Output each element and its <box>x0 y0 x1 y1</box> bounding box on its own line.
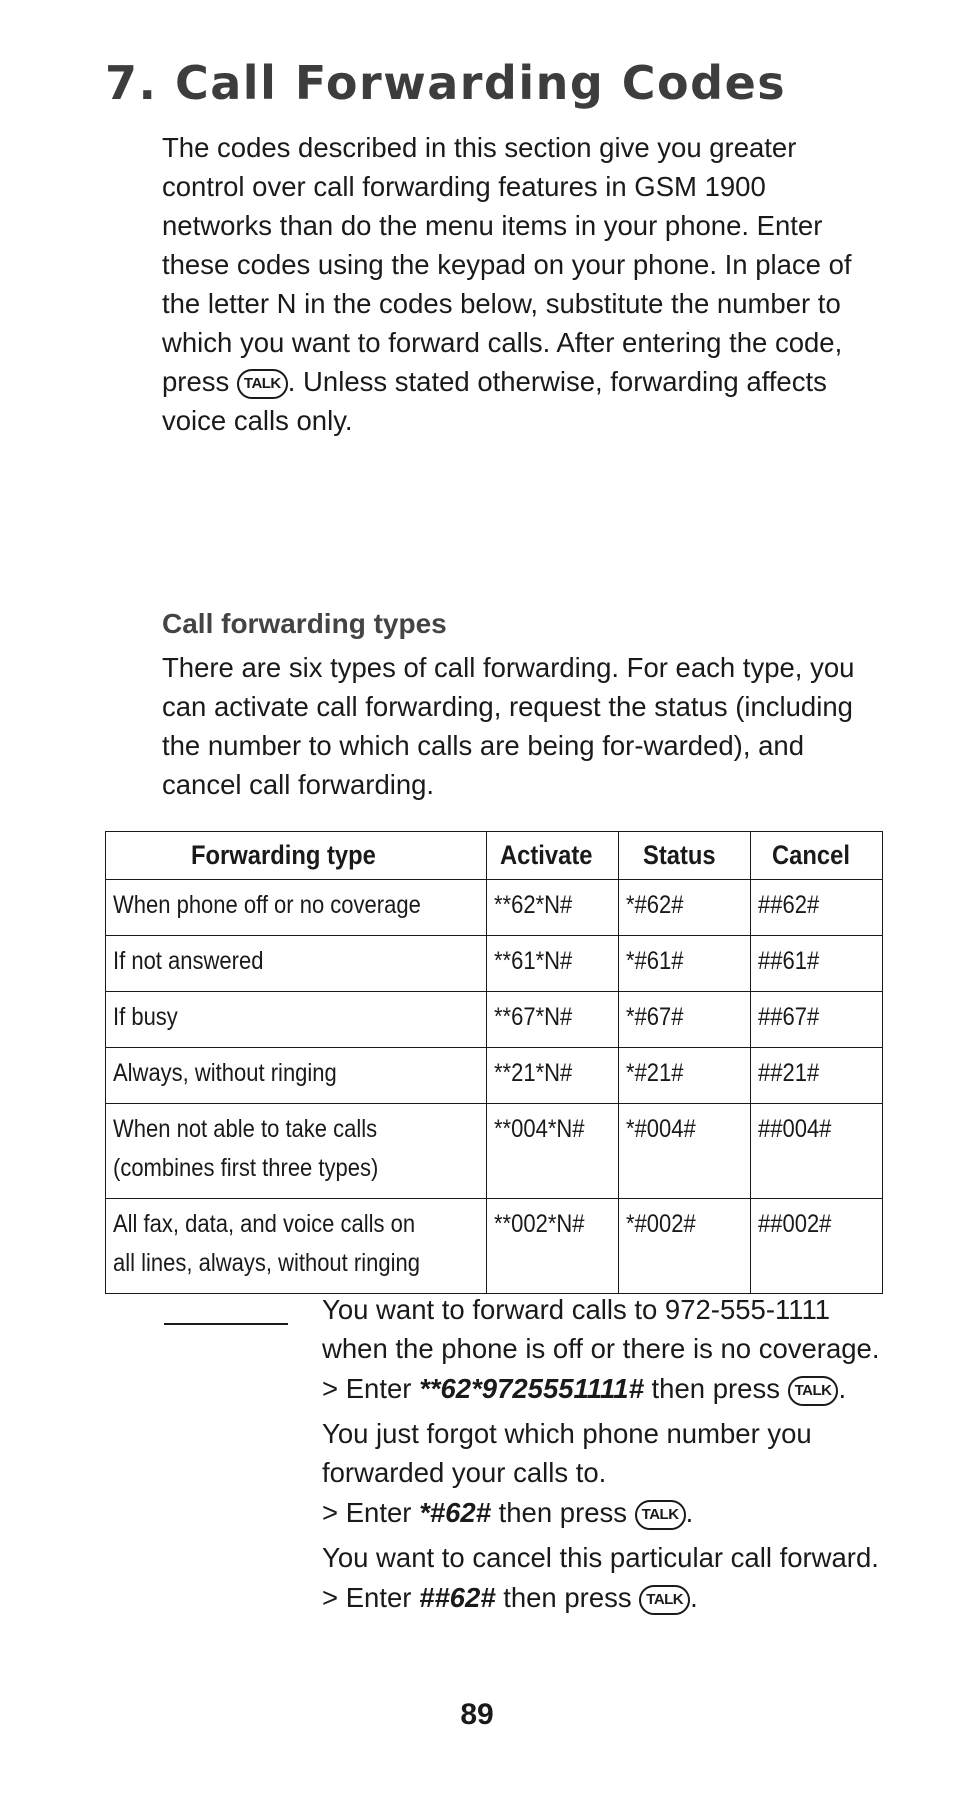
column-header-forwarding-type: Forwarding type <box>106 832 487 880</box>
table-row <box>106 1199 883 1294</box>
instruction-prefix: > Enter <box>322 1497 412 1528</box>
column-header-activate: Activate <box>487 832 619 880</box>
example-description: You want to forward calls to 972-555-1111 when the phone is off or there is no coverage. <box>322 1294 880 1364</box>
column-header-status: Status <box>619 832 751 880</box>
forwarding-codes-table <box>105 831 883 1294</box>
activate-code-cell: **61*N# <box>487 936 619 992</box>
example-divider <box>164 1323 288 1325</box>
talk-key-icon: TALK <box>788 1376 839 1406</box>
talk-key-icon: TALK <box>237 369 288 399</box>
activate-code-cell: **004*N# <box>487 1104 619 1199</box>
page-number: 89 <box>460 1698 494 1731</box>
forwarding-type-cell: If busy <box>106 992 487 1048</box>
column-header-cancel: Cancel <box>751 832 883 880</box>
intro-text-end: . Unless stated otherwise, forwarding affects voice calls only. <box>162 366 827 436</box>
instruction-prefix: > Enter <box>322 1373 412 1404</box>
example-instruction: > Enter **62*9725551111# then press TALK . <box>322 1373 847 1404</box>
page-title: 7. Call Forwarding Codes <box>105 56 787 110</box>
instruction-prefix: > Enter <box>322 1582 412 1613</box>
status-code-cell: *#61# <box>619 936 751 992</box>
cancel-code-cell: ##004# <box>751 1104 883 1199</box>
example-code: ##62# <box>419 1582 496 1613</box>
example-code: **62*9725551111# <box>419 1373 644 1404</box>
section-heading: Call forwarding types <box>162 608 447 639</box>
status-code-cell: *#21# <box>619 1048 751 1104</box>
forwarding-type-cell: All fax, data, and voice calls on all lines, always, without ringing <box>106 1199 487 1294</box>
section-paragraph: There are six types of call forwarding. For each type, you can activate call forwarding, request the status (including the number to which calls are being for-warded), and cancel call forwarding. <box>162 652 855 800</box>
example-instruction: > Enter *#62# then press TALK . <box>322 1497 694 1528</box>
examples-block <box>322 1290 892 1623</box>
cancel-code-cell: ##62# <box>751 880 883 936</box>
cancel-code-cell: ##21# <box>751 1048 883 1104</box>
instruction-suffix: then press <box>651 1373 780 1404</box>
table-row <box>106 1104 883 1199</box>
activate-code-cell: **21*N# <box>487 1048 619 1104</box>
activate-code-cell: **67*N# <box>487 992 619 1048</box>
instruction-suffix: then press <box>498 1497 628 1528</box>
forwarding-type-cell: When not able to take calls (combines first three types) <box>106 1104 487 1199</box>
table-row <box>106 992 883 1048</box>
status-code-cell: *#002# <box>619 1199 751 1294</box>
table-row <box>106 880 883 936</box>
status-code-cell: *#67# <box>619 992 751 1048</box>
intro-text: The codes described in this section give you greater control over call forwarding features in GSM 1900 networks than do the menu items in your phone. Enter these codes using the keypad on your phone. In place of the letter N in the codes below, substitute the number to which you want to forward calls. After entering the code, press <box>162 132 852 397</box>
example-instruction: > Enter ##62# then press TALK . <box>322 1582 698 1613</box>
table-row <box>106 936 883 992</box>
cancel-code-cell: ##002# <box>751 1199 883 1294</box>
table-header-row <box>106 832 883 880</box>
example-description: You just forgot which phone number you forwarded your calls to. <box>322 1418 812 1488</box>
instruction-suffix: then press <box>503 1582 632 1613</box>
example-description: You want to cancel this particular call forward. <box>322 1542 879 1573</box>
activate-code-cell: **62*N# <box>487 880 619 936</box>
forwarding-type-cell: When phone off or no coverage <box>106 880 487 936</box>
intro-paragraph <box>162 128 882 440</box>
example-code: *#62# <box>419 1497 491 1528</box>
forwarding-type-cell: If not answered <box>106 936 487 992</box>
talk-key-icon: TALK <box>635 1500 686 1530</box>
status-code-cell: *#62# <box>619 880 751 936</box>
forwarding-type-cell: Always, without ringing <box>106 1048 487 1104</box>
activate-code-cell: **002*N# <box>487 1199 619 1294</box>
table-row <box>106 1048 883 1104</box>
status-code-cell: *#004# <box>619 1104 751 1199</box>
cancel-code-cell: ##61# <box>751 936 883 992</box>
cancel-code-cell: ##67# <box>751 992 883 1048</box>
talk-key-icon: TALK <box>639 1585 690 1615</box>
